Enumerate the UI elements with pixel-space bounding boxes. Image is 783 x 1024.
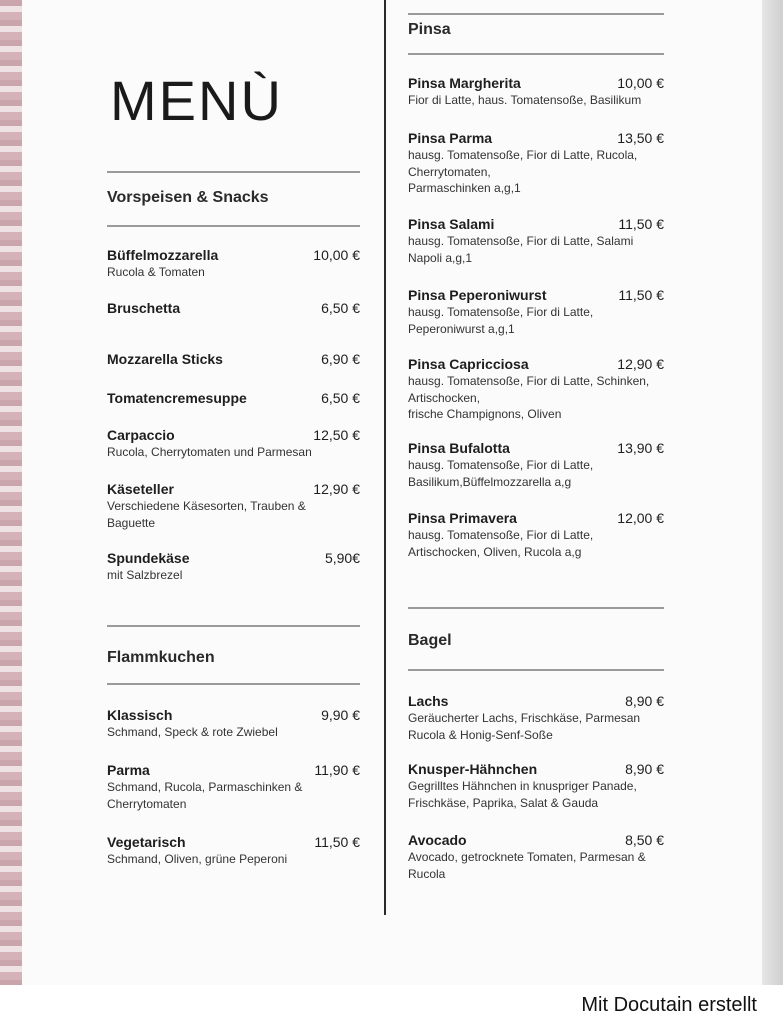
item-price: 10,00 € [313,247,360,263]
item-price: 12,90 € [313,481,360,497]
item-price: 6,90 € [321,351,360,367]
item-description: Schmand, Oliven, grüne Peperoni [107,852,288,866]
menu-title: MENÙ [110,69,283,132]
item-price: 8,90 € [625,761,664,777]
item-price: 10,00 € [617,75,664,91]
item-name: Mozzarella Sticks [107,351,223,367]
item-price: 11,50 € [618,287,664,303]
menu-item [408,692,664,743]
item-description: Avocado, getrocknete Tomaten, Parmesan & [408,850,646,864]
item-name: Bruschetta [107,300,181,316]
item-description: hausg. Tomatensoße, Fior di Latte, Schinken, [408,374,650,388]
item-name: Tomatencremesuppe [107,390,247,406]
item-name: Büffelmozzarella [107,247,219,263]
menu-item [107,549,360,584]
item-description: Rucola & Honig-Senf-Soße [408,727,553,742]
item-name: Knusper-Hähnchen [408,761,538,777]
item-description: Fior di Latte, haus. Tomatensoße, Basilikum [408,93,642,107]
item-name: Pinsa Parma [408,130,493,146]
column-divider [384,0,386,915]
item-description: hausg. Tomatensoße, Fior di Latte, [408,305,594,319]
item-name: Klassisch [107,707,173,723]
item-description: hausg. Tomatensoße, Fior di Latte, Rucola, [408,148,638,162]
section-heading: Vorspeisen & Snacks [107,189,269,206]
item-price: 13,50 € [617,130,664,146]
item-price: 13,90 € [617,440,664,456]
item-description: hausg. Tomatensoße, Fior di Latte, [408,458,594,472]
section-rule [107,171,360,173]
item-name: Pinsa Bufalotta [408,440,510,456]
item-price: 11,50 € [618,216,664,232]
item-price: 12,50 € [313,427,360,443]
item-description: frische Champignons, Oliven [408,407,562,421]
item-price: 6,50 € [321,390,360,406]
menu-item [107,833,360,868]
menu-item [107,480,360,531]
item-price: 9,90 € [321,707,360,723]
item-price: 5,90€ [324,550,360,566]
section-heading: Bagel [408,632,452,649]
item-name: Pinsa Capricciosa [408,356,529,372]
item-price: 8,50 € [625,832,664,848]
item-description: Peperoniwurst a,g,1 [408,321,515,336]
item-description: Napoli a,g,1 [408,250,473,265]
section-rule [408,53,664,55]
item-name: Pinsa Salami [408,216,495,232]
item-description: Cherrytomaten, [408,164,491,179]
item-description: Frischkäse, Paprika, Salat & Gauda [408,795,599,810]
section-rule [107,225,360,227]
tablecloth-edge [0,0,22,985]
item-name: Pinsa Peperoniwurst [408,287,547,303]
item-price: 12,00 € [617,510,664,526]
section-rule [408,607,664,609]
menu-item [408,831,664,882]
item-description: Gegrilltes Hähnchen in knuspriger Panade, [408,779,637,793]
section-rule [408,13,664,15]
item-description: Basilikum,Büffelmozzarella a,g [408,474,572,489]
item-description: Parmaschinken a,g,1 [408,181,521,195]
item-description: Rucola & Tomaten [107,265,205,279]
item-price: 6,50 € [321,300,360,316]
menu-item [408,286,664,337]
item-description: mit Salzbrezel [107,568,183,582]
menu-item [408,760,664,811]
item-description: Cherrytomaten [107,796,187,811]
item-description: hausg. Tomatensoße, Fior di Latte, Salami [408,234,634,248]
background-edge [762,0,783,985]
item-price: 11,90 € [314,762,360,778]
item-price: 12,90 € [617,356,664,372]
section-rule [408,669,664,671]
menu-item [107,761,360,812]
item-description: hausg. Tomatensoße, Fior di Latte, [408,528,594,542]
menu-item [107,299,360,317]
section-rule [107,625,360,627]
menu-item [107,426,360,461]
item-price: 11,50 € [314,834,360,850]
item-name: Parma [107,762,150,778]
item-description: Schmand, Speck & rote Zwiebel [107,725,278,739]
section-rule [107,683,360,685]
item-description: Schmand, Rucola, Parmaschinken & [107,780,303,794]
item-name: Spundekäse [107,550,190,566]
item-description: Verschiedene Käsesorten, Trauben & [107,499,306,513]
item-name: Pinsa Primavera [408,510,517,526]
menu-item [107,350,360,368]
menu-item [107,389,360,407]
section-heading: Flammkuchen [107,649,215,666]
menu-item [408,129,664,197]
menu-item [408,509,664,560]
item-name: Carpaccio [107,427,175,443]
menu-item [107,246,360,281]
item-name: Avocado [408,832,467,848]
item-description: Baguette [107,515,156,530]
watermark-footer: Mit Docutain erstellt [581,994,757,1016]
item-name: Vegetarisch [107,834,186,850]
menu-item [408,74,664,109]
item-name: Pinsa Margherita [408,75,521,91]
item-description: Artischocken, Oliven, Rucola a,g [408,544,582,559]
menu-item [408,355,664,423]
menu-item [408,439,664,490]
menu-item [107,706,360,741]
item-price: 8,90 € [625,693,664,709]
item-description: Artischocken, [408,390,481,405]
menu-item [408,215,664,266]
item-name: Käseteller [107,481,174,497]
item-name: Lachs [408,693,449,709]
item-description: Rucola, Cherrytomaten und Parmesan [107,445,312,459]
item-description: Geräucherter Lachs, Frischkäse, Parmesan [408,711,641,725]
section-heading: Pinsa [408,21,451,38]
item-description: Rucola [408,866,446,881]
